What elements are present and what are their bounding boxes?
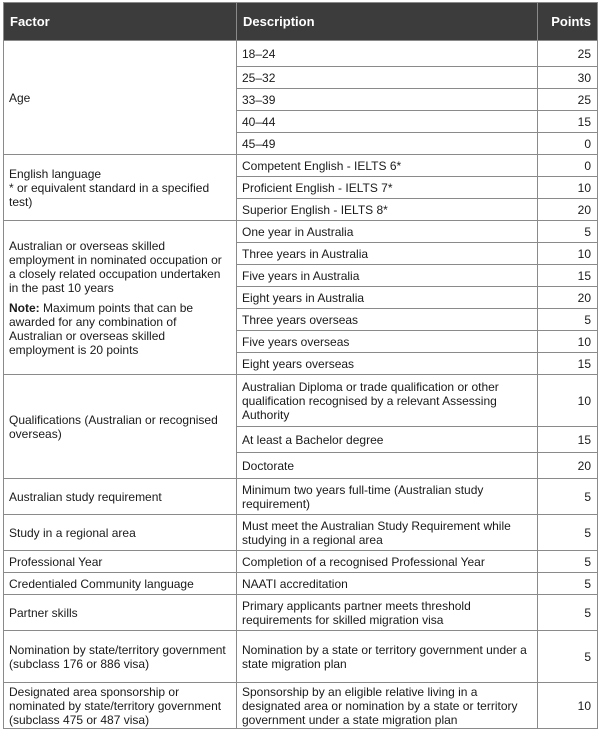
description-cell: 18–24 <box>237 41 538 67</box>
description-cell: Eight years in Australia <box>237 287 538 309</box>
description-cell: NAATI accreditation <box>237 573 538 595</box>
table-row <box>4 375 598 427</box>
points-cell: 15 <box>538 427 598 453</box>
description-cell: 33–39 <box>237 89 538 111</box>
description-cell: Completion of a recognised Professional Year <box>237 551 538 573</box>
description-cell: Minimum two years full-time (Australian study requirement) <box>237 479 538 515</box>
factor-text: Study in a regional area <box>9 525 136 540</box>
note-text: Maximum points that can be awarded for any combination of Australian or overseas skilled employment is 20 points <box>9 300 194 357</box>
factor-text: * or equivalent standard in a specified test) <box>9 180 210 209</box>
points-cell: 20 <box>538 287 598 309</box>
header-description: Description <box>237 3 538 41</box>
description-cell: Must meet the Australian Study Requirement while studying in a regional area <box>237 515 538 551</box>
factor-text: (subclass 176 or 886 visa) <box>9 656 150 671</box>
table-row <box>4 631 598 683</box>
factor-cell <box>4 551 237 573</box>
factor-text: English language <box>9 166 102 181</box>
points-cell: 5 <box>538 515 598 551</box>
table-header-row <box>4 3 598 41</box>
factor-text: Credentialed Community language <box>9 576 194 591</box>
points-cell: 15 <box>538 111 598 133</box>
factor-text: Designated area sponsorship or nominated by state/territory government <box>9 684 222 713</box>
factor-text: Age <box>9 90 31 105</box>
factor-text: Professional Year <box>9 554 103 569</box>
table-row <box>4 221 598 243</box>
points-cell: 15 <box>538 353 598 375</box>
points-cell: 30 <box>538 67 598 89</box>
points-cell: 5 <box>538 221 598 243</box>
points-cell: 10 <box>538 331 598 353</box>
factor-text: Australian study requirement <box>9 489 162 504</box>
points-cell: 5 <box>538 573 598 595</box>
points-cell: 10 <box>538 243 598 265</box>
description-cell: Superior English - IELTS 8* <box>237 199 538 221</box>
factor-note <box>9 301 231 357</box>
points-cell: 5 <box>538 631 598 683</box>
factor-cell <box>4 595 237 631</box>
points-cell: 10 <box>538 375 598 427</box>
points-cell: 25 <box>538 89 598 111</box>
description-cell: 40–44 <box>237 111 538 133</box>
factor-text: Partner skills <box>9 605 78 620</box>
factor-cell <box>4 221 237 375</box>
points-cell: 15 <box>538 265 598 287</box>
table-row <box>4 595 598 631</box>
table-row <box>4 551 598 573</box>
factor-text: Qualifications (Australian or recognised overseas) <box>9 412 218 441</box>
table-row <box>4 573 598 595</box>
description-cell: Doctorate <box>237 453 538 479</box>
description-cell: 45–49 <box>237 133 538 155</box>
points-cell: 20 <box>538 199 598 221</box>
description-cell: Competent English - IELTS 6* <box>237 155 538 177</box>
points-cell: 5 <box>538 309 598 331</box>
points-cell: 5 <box>538 479 598 515</box>
points-cell: 0 <box>538 155 598 177</box>
points-cell: 10 <box>538 177 598 199</box>
description-cell: Three years overseas <box>237 309 538 331</box>
factor-cell <box>4 155 237 221</box>
description-cell: Australian Diploma or trade qualification or other qualification recognised by a relevant Assessing Authority <box>237 375 538 427</box>
factor-text: (subclass 475 or 487 visa) <box>9 712 150 727</box>
factor-cell <box>4 479 237 515</box>
description-cell: Nomination by a state or territory government under a state migration plan <box>237 631 538 683</box>
table-row <box>4 41 598 67</box>
points-table <box>3 2 598 729</box>
table-row <box>4 683 598 729</box>
factor-cell <box>4 631 237 683</box>
description-cell: 25–32 <box>237 67 538 89</box>
description-cell: One year in Australia <box>237 221 538 243</box>
factor-cell <box>4 41 237 155</box>
description-cell: Proficient English - IELTS 7* <box>237 177 538 199</box>
note-label: Note: <box>9 300 40 315</box>
table-row <box>4 155 598 177</box>
description-cell: Five years overseas <box>237 331 538 353</box>
description-cell: At least a Bachelor degree <box>237 427 538 453</box>
points-cell: 10 <box>538 683 598 729</box>
table-row <box>4 515 598 551</box>
points-cell: 20 <box>538 453 598 479</box>
points-cell: 5 <box>538 551 598 573</box>
points-cell: 0 <box>538 133 598 155</box>
factor-text: Australian or overseas skilled employment in nominated occupation or a closely related occupation undertaken in the past 10 years <box>9 238 222 295</box>
header-points: Points <box>538 3 598 41</box>
table-row <box>4 479 598 515</box>
points-table-wrapper <box>3 2 597 729</box>
points-cell: 25 <box>538 41 598 67</box>
factor-cell <box>4 573 237 595</box>
description-cell: Sponsorship by an eligible relative living in a designated area or nomination by a state or territory government under a state migration plan <box>237 683 538 729</box>
table-body <box>4 41 598 729</box>
description-cell: Primary applicants partner meets threshold requirements for skilled migration visa <box>237 595 538 631</box>
points-cell: 5 <box>538 595 598 631</box>
description-cell: Eight years overseas <box>237 353 538 375</box>
description-cell: Five years in Australia <box>237 265 538 287</box>
description-cell: Three years in Australia <box>237 243 538 265</box>
factor-text: Nomination by state/territory government <box>9 642 226 657</box>
header-factor: Factor <box>4 3 237 41</box>
factor-cell <box>4 515 237 551</box>
factor-cell <box>4 683 237 729</box>
factor-cell <box>4 375 237 479</box>
